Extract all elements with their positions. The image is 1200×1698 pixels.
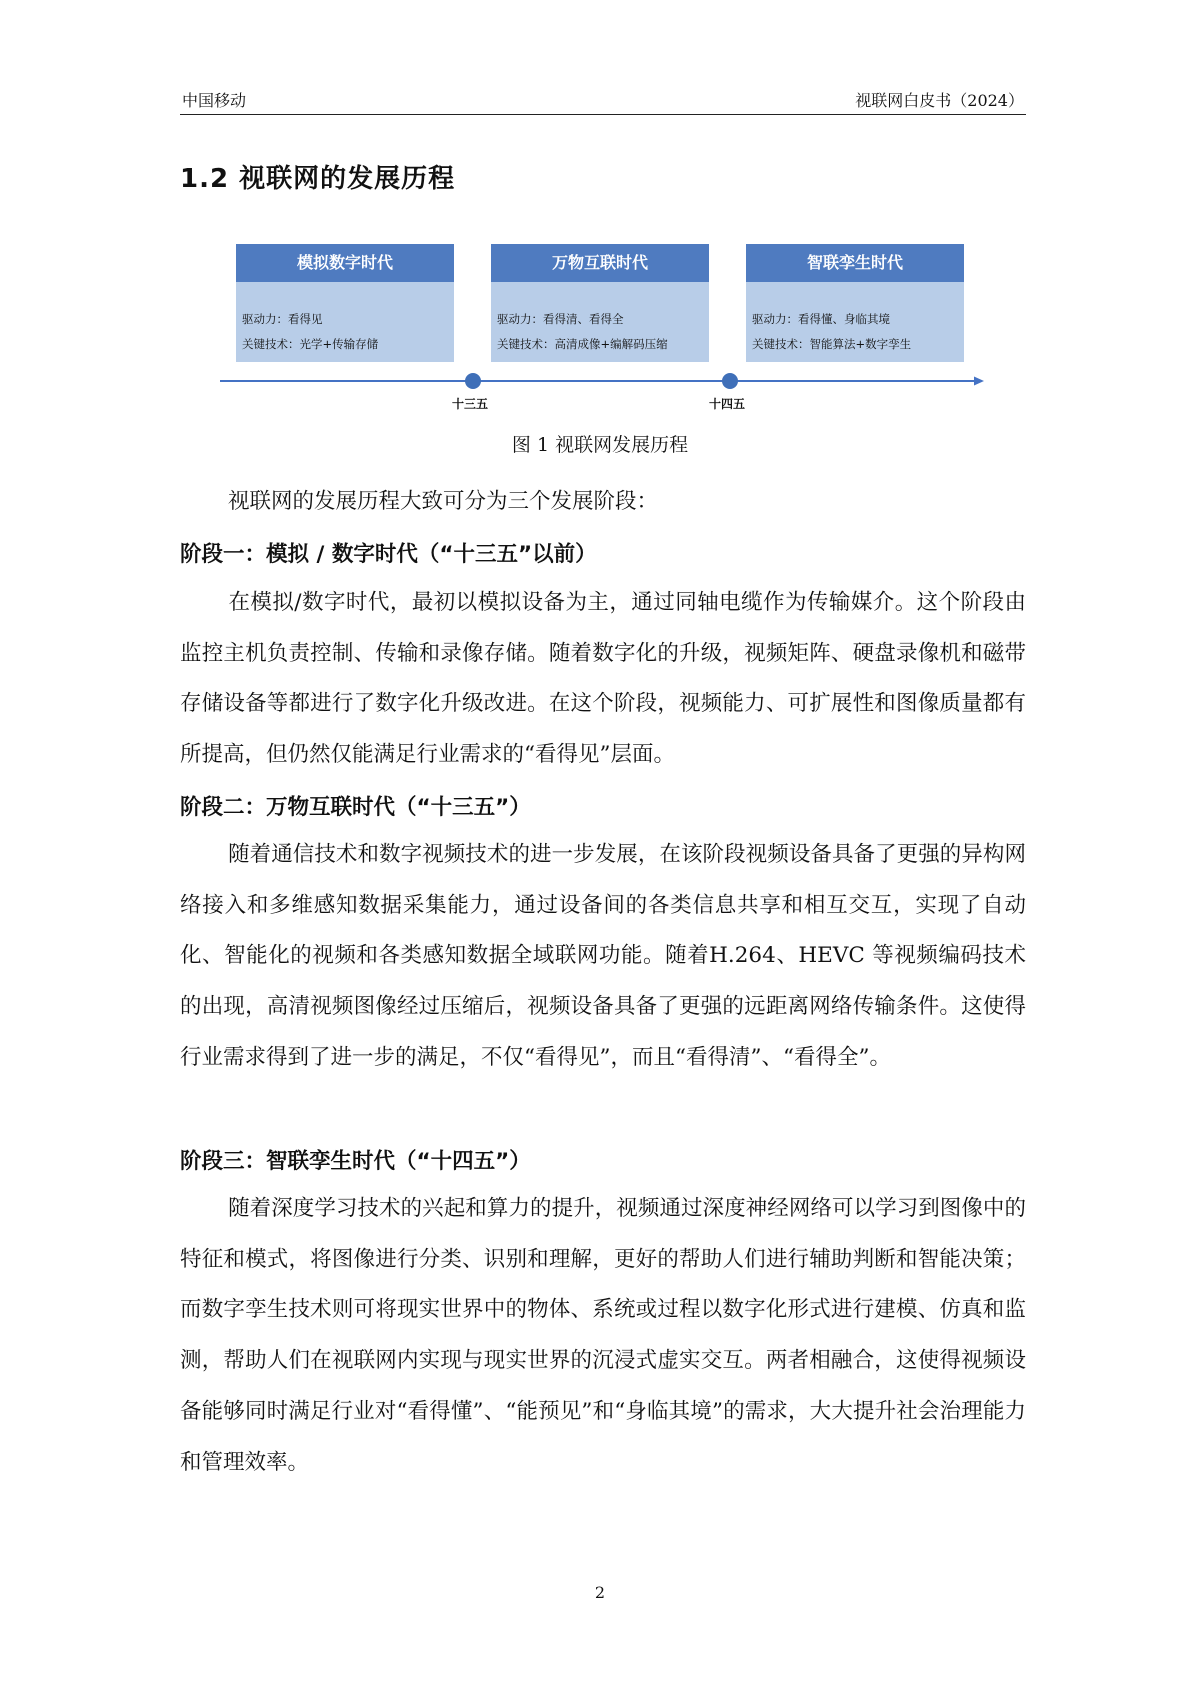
header-org: 中国移动 <box>182 91 247 110</box>
stage-text: 在模拟/数字时代，最初以模拟设备为主，通过同轴电缆作为传输媒介。这个阶段由监控主机负责控制、传输和录像存储。随着数字化的升级，视频矩阵、硬盘录像机和磁带存储设备等都进行了数字化升级改进。在这个阶段，视频能力、可扩展性和图像质量都有所提高，但仍然仅能满足行业需求的“看得见”层面。 <box>180 590 1026 768</box>
intro-text: 视联网的发展历程大致可分为三个发展阶段： <box>228 489 659 514</box>
stage-paragraph <box>180 1184 1026 1488</box>
stage-text: 随着通信技术和数字视频技术的进一步发展，在该阶段视频设备具备了更强的异构网络接入和多维感知数据采集能力，通过设备间的各类信息共享和相互交互，实现了自动化、智能化的视频和各类感知数据全域联网功能。随着H.264、HEVC 等视频编码技术的出现，高清视频图像经过压缩后，视频设备具备了更强的远距离网络传输条件。这使得行业需求得到了进一步的满足，不仅“看得见”，而且“看得清”、“看得全”。 <box>180 842 1026 1070</box>
era-driver: 驱动力：看得见 <box>242 312 323 326</box>
milestone-dot <box>465 373 481 389</box>
timeline-axis <box>180 238 1026 418</box>
page-number: 2 <box>594 1583 606 1602</box>
timeline-arrow-icon <box>974 377 984 386</box>
figure-caption: 图 1 视联网发展历程 <box>511 434 689 456</box>
era-tech: 关键技术：光学+传输存储 <box>242 337 379 351</box>
era-driver: 驱动力：看得懂、身临其境 <box>752 312 890 326</box>
milestone-dot <box>722 373 738 389</box>
section-title: 1.2 视联网的发展历程 <box>180 164 456 194</box>
page-header <box>180 84 1026 115</box>
stage-heading: 阶段一：模拟 / 数字时代（“十三五”以前） <box>180 542 597 567</box>
stage-paragraph <box>180 578 1026 781</box>
era-title: 模拟数字时代 <box>236 244 454 282</box>
milestone-label: 十四五 <box>709 397 746 411</box>
timeline-figure <box>180 238 1026 418</box>
milestone-label: 十三五 <box>452 397 489 411</box>
era-tech: 关键技术：智能算法+数字孪生 <box>752 337 912 351</box>
intro-paragraph <box>180 477 1026 528</box>
stage-heading: 阶段三：智联孪生时代（“十四五”） <box>180 1149 531 1174</box>
era-driver: 驱动力：看得清、看得全 <box>497 312 624 326</box>
stage-text: 随着深度学习技术的兴起和算力的提升，视频通过深度神经网络可以学习到图像中的特征和模式，将图像进行分类、识别和理解，更好的帮助人们进行辅助判断和智能决策；而数字孪生技术则可将现实世界中的物体、系统或过程以数字化形式进行建模、仿真和监测，帮助人们在视联网内实现与现实世界的沉浸式虚实交互。两者相融合，这使得视频设备能够同时满足行业对“看得懂”、“能预见”和“身临其境”的需求，大大提升社会治理能力和管理效率。 <box>180 1196 1026 1475</box>
stage-heading: 阶段二：万物互联时代（“十三五”） <box>180 795 531 820</box>
era-tech: 关键技术：高清成像+编解码压缩 <box>497 337 668 351</box>
stage-paragraph <box>180 830 1026 1084</box>
era-title: 智联孪生时代 <box>746 244 964 282</box>
header-doc-title: 视联网白皮书（2024） <box>855 91 1024 110</box>
era-title: 万物互联时代 <box>491 244 709 282</box>
